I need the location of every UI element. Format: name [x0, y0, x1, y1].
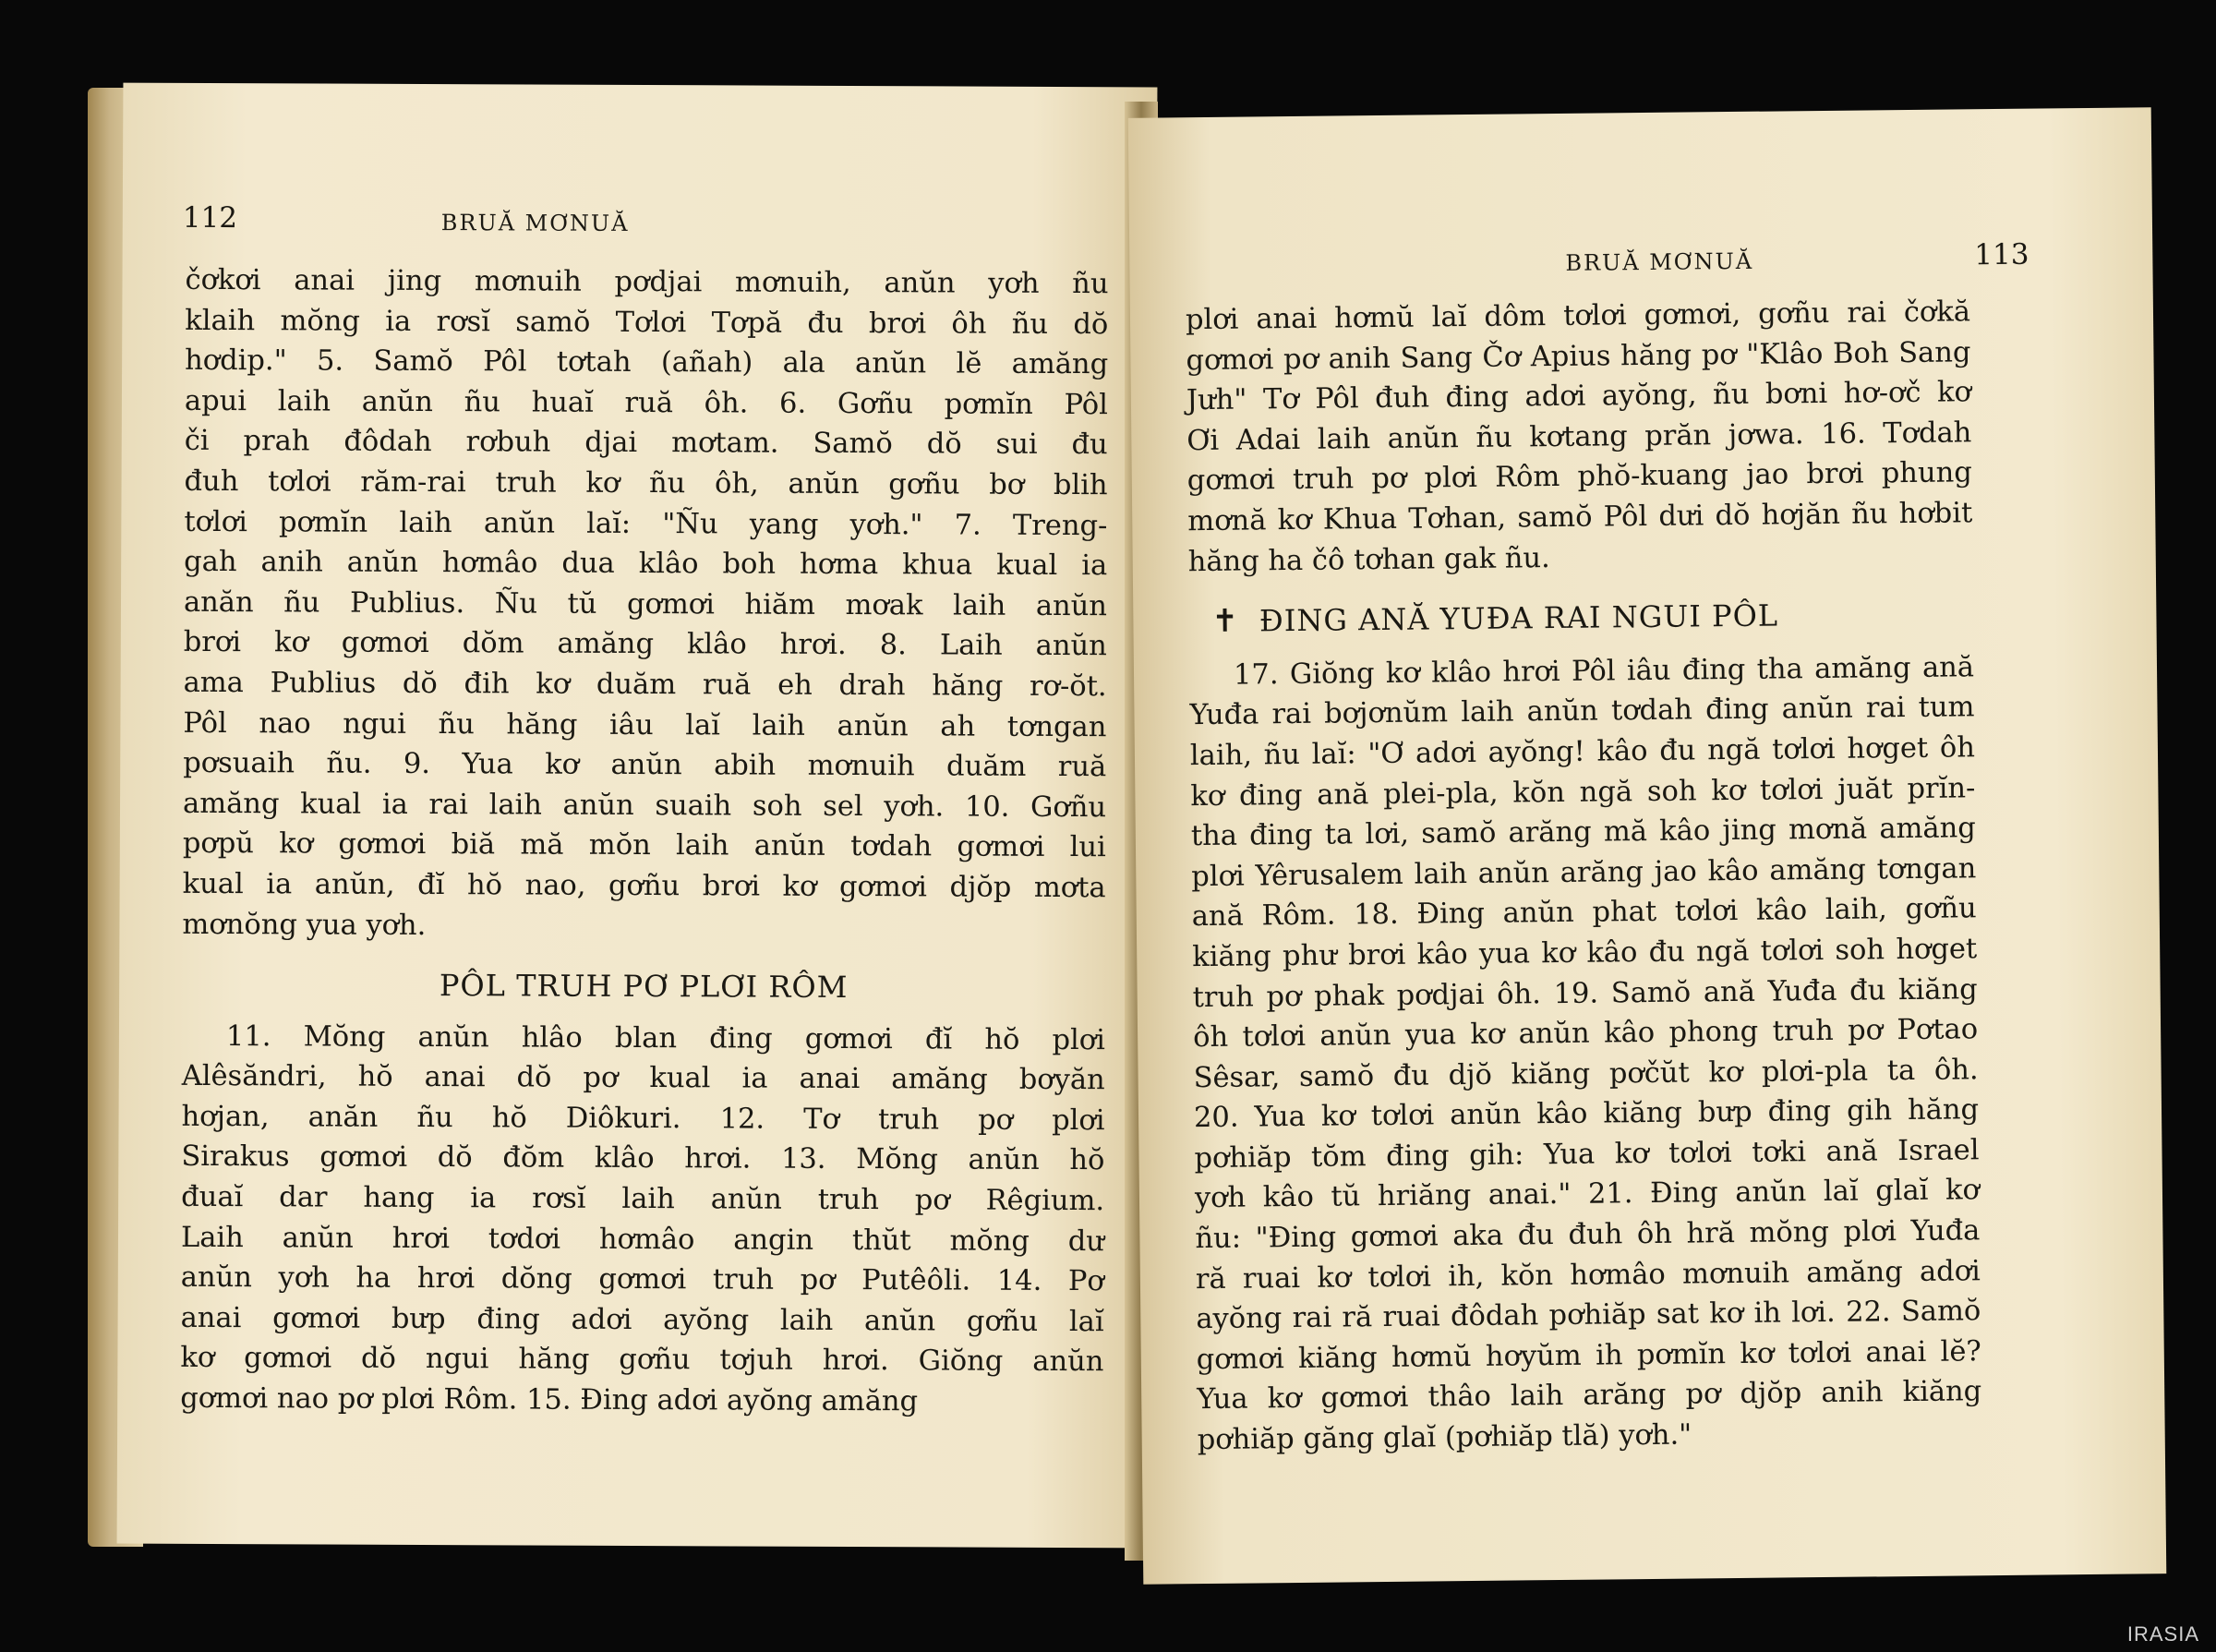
text-line: yơh kâo tŭ hriăng anai." 21. Đing anŭn laĭ glaĭ kơ	[1194, 1174, 1981, 1215]
text-line: 20. Yua kơ tơlơi anŭn kâo kiăng bưp đing gih hăng	[1193, 1093, 1980, 1135]
text-line: ama Publius dŏ đih kơ duăm ruă eh drah hăng rơ-ŏt.	[183, 666, 1107, 704]
running-head: BRUĂ MƠNUĂ	[1565, 247, 1754, 276]
text-line: anăn ñu Publius. Ñu tŭ gơmơi hiăm mơak laih anŭn	[183, 585, 1108, 622]
page-number: 113	[1974, 237, 2029, 272]
text-line: Pôl nao ngui ñu hăng iâu laĭ laih anŭn ah tơngan	[183, 706, 1107, 743]
text-line: ôh tơlơi anŭn yua kơ anŭn kâo phong truh pơ Pơtao	[1192, 1013, 1979, 1055]
right-page	[1128, 107, 2167, 1585]
text-line: tơlơi pơmĭn laih anŭn laĭ: "Ñu yang yơh." 7. Treng-	[184, 505, 1108, 542]
text-line: 17. Giŏng kơ klâo hrơi Pôl iâu đing tha amăng ană	[1233, 651, 1975, 692]
text-line: Sêsar, samŏ đu djŏ kiăng pơčŭt kơ plơi-pla ta ôh.	[1193, 1053, 1979, 1094]
text-line: pơpŭ kơ gơmơi biă mă mŏn laih anŭn tơdah gơmơi lui	[182, 827, 1106, 864]
text-line: ană Rôm. 18. Đing anŭn phat tơlơi kâo laih, gơñu	[1191, 892, 1977, 934]
section-heading: ĐING ANĂ YUĐA RAI NGUI PÔL	[1259, 597, 1779, 639]
text-line: pơsuaih ñu. 9. Yua kơ anŭn abih mơnuih duăm ruă	[183, 746, 1107, 784]
text-line: plơi anai hơmŭ laĭ dôm tơlơi gơmơi, gơñu rai čơkă	[1185, 295, 1971, 337]
text-line: gơmơi kiăng hơmŭ hơyŭm ih pơmĭn kơ tơlơi anai lĕ?	[1196, 1335, 1981, 1376]
paragraph-after-heading	[180, 1017, 1105, 1423]
text-line: apui laih anŭn ñu huaĭ ruă ôh. 6. Gơñu pơmĭn Pôl	[184, 384, 1109, 422]
section-heading: PÔL TRUH PƠ PLƠI RÔM	[439, 968, 849, 1006]
text-line: Yuđa rai bơjơnŭm laih anŭn tơdah đing anŭn rai tum	[1189, 691, 1975, 732]
text-line: Yua kơ gơmơi thâo laih arăng pơ djŏp anih kiăng	[1197, 1375, 1982, 1417]
text-line: klaih mŏng ia rơsĭ samŏ Tơlơi Tơpă đu brơi ôh ñu dŏ	[185, 304, 1109, 341]
text-line: Ơi Adai laih anŭn ñu kơtang prăn jơwa. 16. Tơdah	[1186, 416, 1972, 457]
paragraph-before-heading	[182, 260, 1108, 948]
text-line: anŭn yơh ha hrơi dŏng gơmơi truh pơ Putêôli. 14. Pơ	[180, 1261, 1104, 1298]
text-line: gơmơi truh pơ plơi Rôm phŏ-kuang jao brơi phung	[1186, 456, 1972, 498]
paragraph-before-heading	[1186, 292, 1973, 582]
text-line: gơmơi pơ anih Sang Čơ Apius hăng pơ "Klâo Boh Sang	[1186, 335, 1971, 377]
paragraph-after-heading	[1189, 647, 1982, 1461]
text-line: ñu: "Đing gơmơi aka đu đuh ôh hră mŏng plơi Yuđa	[1195, 1214, 1981, 1256]
text-line: laih, ñu laĭ: "Ơ adơi ayŏng! kâo đu ngă tơlơi hơget ôh	[1189, 731, 1976, 773]
text-line: hơdip." 5. Samŏ Pôl tơtah (añah) ala anŭn lĕ amăng	[185, 344, 1109, 381]
text-line: amăng kual ia rai laih anŭn suaih soh sel yơh. 10. Gơñu	[182, 787, 1107, 824]
text-line: anai gơmơi bưp đing adơi ayŏng laih anŭn gơñu laĭ	[180, 1301, 1104, 1339]
text-line: mơnă kơ Khua Tơhan, samŏ Pôl dưi dŏ hơjăn ñu hơbit	[1187, 497, 1973, 538]
text-line: kơ đing ană plei-pla, kŏn ngă soh kơ tơlơi juăt prĭn-	[1190, 771, 1976, 813]
text-line: mơnŏng yua yơh.	[182, 908, 427, 942]
page-number: 112	[182, 200, 238, 235]
text-line: ră ruai kơ tơlơi ih, kŏn hơmâo mơnuih amăng adơi	[1195, 1254, 1981, 1296]
text-line: kơ gơmơi dŏ ngui hăng gơñu tơjuh hrơi. Giŏng anŭn	[180, 1342, 1104, 1379]
text-line: Alêsăndri, hŏ anai dŏ pơ kual ia anai amăng bơyăn	[181, 1060, 1105, 1097]
text-line: gah anih anŭn hơmâo dua klâo boh hơma khua kual ia	[184, 546, 1108, 583]
running-head: BRUĂ MƠNUĂ	[440, 210, 630, 236]
text-line: pơhiăp găng glaĭ (pơhiăp tlă) yơh."	[1197, 1418, 1692, 1457]
cross-icon: ✝	[1211, 602, 1240, 641]
section-heading-line	[1188, 594, 1973, 642]
text-line: gơmơi nao pơ plơi Rôm. 15. Đing adơi ayŏng amăng	[180, 1381, 919, 1418]
text-line: đuaĭ dar hang ia rơsĭ laih anŭn truh pơ Rêgium.	[181, 1180, 1105, 1218]
text-line: Jưh" Tơ Pôl đuh đing adơi ayŏng, ñu bơni hơ-ơč kơ	[1186, 376, 1972, 417]
text-line: hăng ha čô tơhan gak ñu.	[1187, 541, 1550, 578]
text-line: plơi Yêrusalem laih anŭn arăng jao kâo amăng tơngan	[1191, 851, 1977, 893]
watermark: IRASIA	[2126, 1622, 2199, 1646]
text-line: kual ia anŭn, đĭ hŏ nao, gơñu brơi kơ gơmơi djŏp mơta	[182, 867, 1106, 905]
text-line: 11. Mŏng anŭn hlâo blan đing gơmơi đĭ hŏ plơi	[225, 1019, 1106, 1056]
body-text	[180, 260, 1108, 1423]
text-line: brơi kơ gơmơi dŏm amăng klâo hrơi. 8. Laih anŭn	[183, 626, 1107, 663]
text-line: Sirakus gơmơi dŏ đŏm klâo hrơi. 13. Mŏng anŭn hŏ	[181, 1140, 1105, 1177]
text-line: Laih anŭn hrơi tơdơi hơmâo angin thŭt mŏng dư	[180, 1221, 1105, 1258]
left-page	[117, 83, 1158, 1549]
text-line: pơhiăp tŏm đing gih: Yua kơ tơlơi tơki ană Israel	[1194, 1134, 1980, 1176]
text-line: či prah đôdah rơbuh djai mơtam. Samŏ dŏ sui đu	[184, 425, 1108, 462]
text-line: kiăng phư brơi kâo yua kơ kâo đu ngă tơlơi soh hơget	[1192, 933, 1978, 974]
text-line: hơjan, anăn ñu hŏ Diôkuri. 12. Tơ truh pơ plơi	[181, 1100, 1105, 1138]
body-text	[1186, 292, 1982, 1460]
text-line: truh pơ phak pơdjai ôh. 19. Samŏ ană Yuđa đu kiăng	[1192, 972, 1978, 1014]
text-line: tha đing ta lơi, samŏ arăng mă kâo jing mơnă amăng	[1190, 812, 1977, 853]
text-line: ayŏng rai ră ruai đôdah pơhiăp sat kơ ih lơi. 22. Samŏ	[1196, 1295, 1981, 1336]
text-line: čơkơi anai jing mơnuih pơdjai mơnuih, anŭn yơh ñu	[185, 263, 1109, 301]
text-line: đuh tơlơi răm-rai truh kơ ñu ôh, anŭn gơñu bơ blih	[184, 464, 1108, 502]
